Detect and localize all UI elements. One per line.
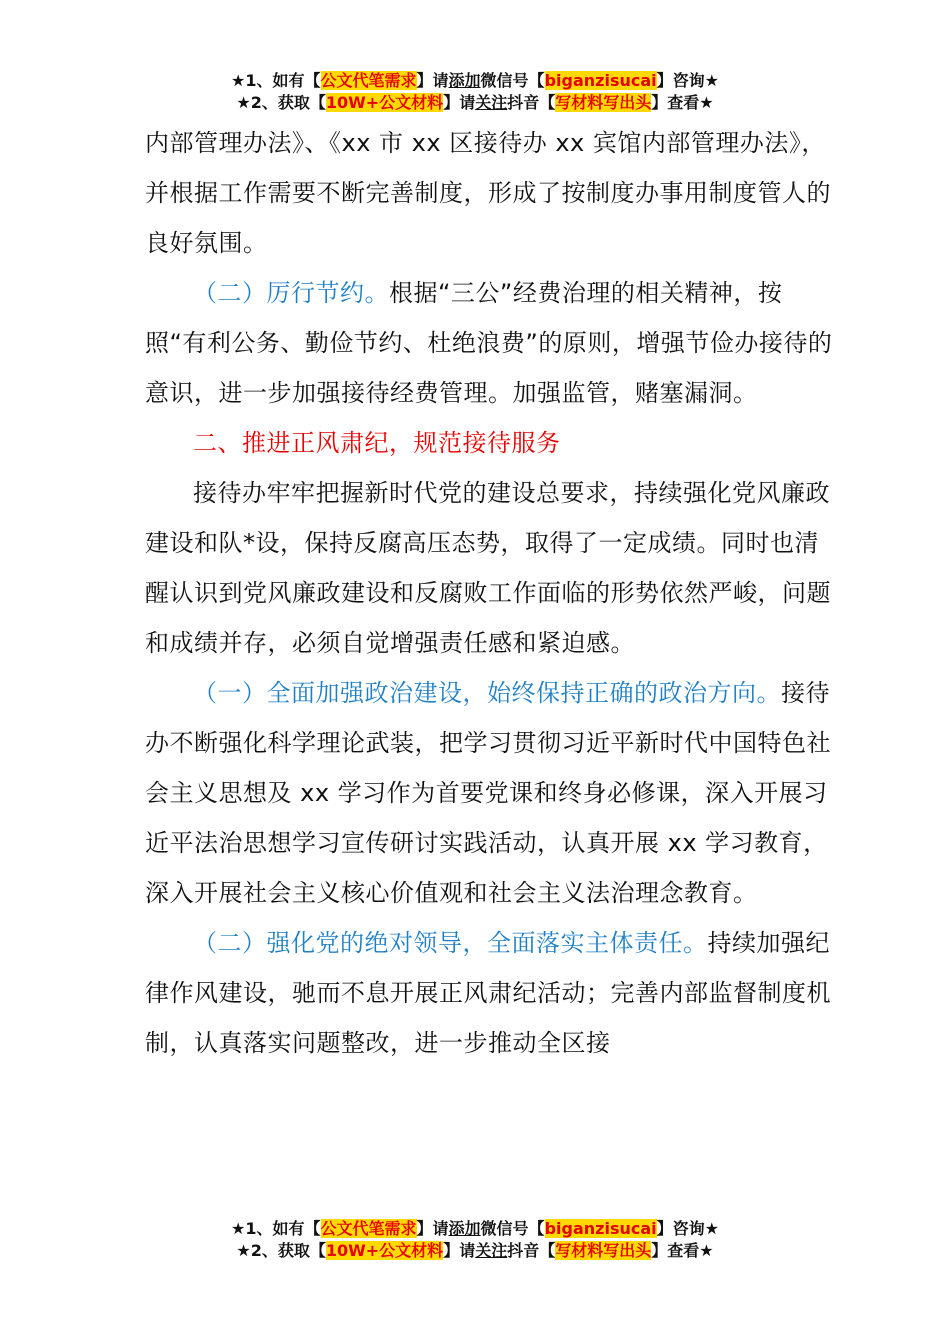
paragraph: （二）厉行节约。根据“三公”经费治理的相关精神，按照“有利公务、勤俭节约、杜绝浪费”的原则，增强节俭办接待的意识，进一步加强接待经费管理。加强监管，赌塞漏洞。 <box>145 279 833 407</box>
subheading: （一）全面加强政治建设，始终保持正确的政治方向。 <box>193 679 781 707</box>
section-heading: 二、推进正风肃纪，规范接待服务 <box>193 429 561 457</box>
wechat-id: biganzisucai <box>544 71 657 90</box>
wechat-id: biganzisucai <box>544 1219 657 1238</box>
paragraph: （二）强化党的绝对领导，全面落实主体责任。持续加强纪律作风建设，驰而不息开展正风肃纪活动；完善内部监督制度机制，认真落实问题整改，进一步推动全区接 <box>145 929 831 1057</box>
paragraph: 接待办牢牢把握新时代党的建设总要求，持续强化党风廉政建设和队*设，保持反腐高压态势，取得了一定成绩。同时也清醒认识到党风廉政建设和反腐败工作面临的形势依然严峻，问题和成绩并存，必须自觉增强责任感和紧迫感。 <box>145 479 831 657</box>
paragraph: 内部管理办法》、《xx 市 xx 区接待办 xx 宾馆内部管理办法》，并根据工作需要不断完善制度，形成了按制度办事用制度管人的良好氛围。 <box>145 129 831 257</box>
promo-line-2: ★2、获取【10W+公文材料】请关注抖音【写材料写出头】查看★ <box>236 1241 714 1260</box>
highlight-text: 公文代笔需求 <box>320 1219 417 1238</box>
subheading: （二）强化党的绝对领导，全面落实主体责任。 <box>193 929 708 957</box>
paragraph: （一）全面加强政治建设，始终保持正确的政治方向。接待办不断强化科学理论武装，把学习贯彻习近平新时代中国特色社会主义思想及 xx 学习作为首要党课和终身必修课，深入开展习近平法治思想学习宣传研讨实践活动，认真开展 xx 学习教育，深入开展社会主义核心价值观和社会主义法治理念教育。 <box>145 679 831 907</box>
highlight-text: 10W+公文材料 <box>325 93 444 112</box>
highlight-text: 公文代笔需求 <box>320 71 417 90</box>
promo-line-2: ★2、获取【10W+公文材料】请关注抖音【写材料写出头】查看★ <box>236 93 714 112</box>
douyin-account: 写材料写出头 <box>555 93 652 112</box>
document-body <box>145 118 835 1068</box>
promo-line-1: ★1、如有【公文代笔需求】请添加微信号【biganzisucai】咨询★ <box>231 1219 719 1238</box>
bottom-promo-banner <box>0 1218 950 1262</box>
top-promo-banner <box>0 70 950 114</box>
subheading: （二）厉行节约。 <box>193 279 389 307</box>
highlight-text: 10W+公文材料 <box>325 1241 444 1260</box>
promo-line-1: ★1、如有【公文代笔需求】请添加微信号【biganzisucai】咨询★ <box>231 71 719 90</box>
douyin-account: 写材料写出头 <box>555 1241 652 1260</box>
